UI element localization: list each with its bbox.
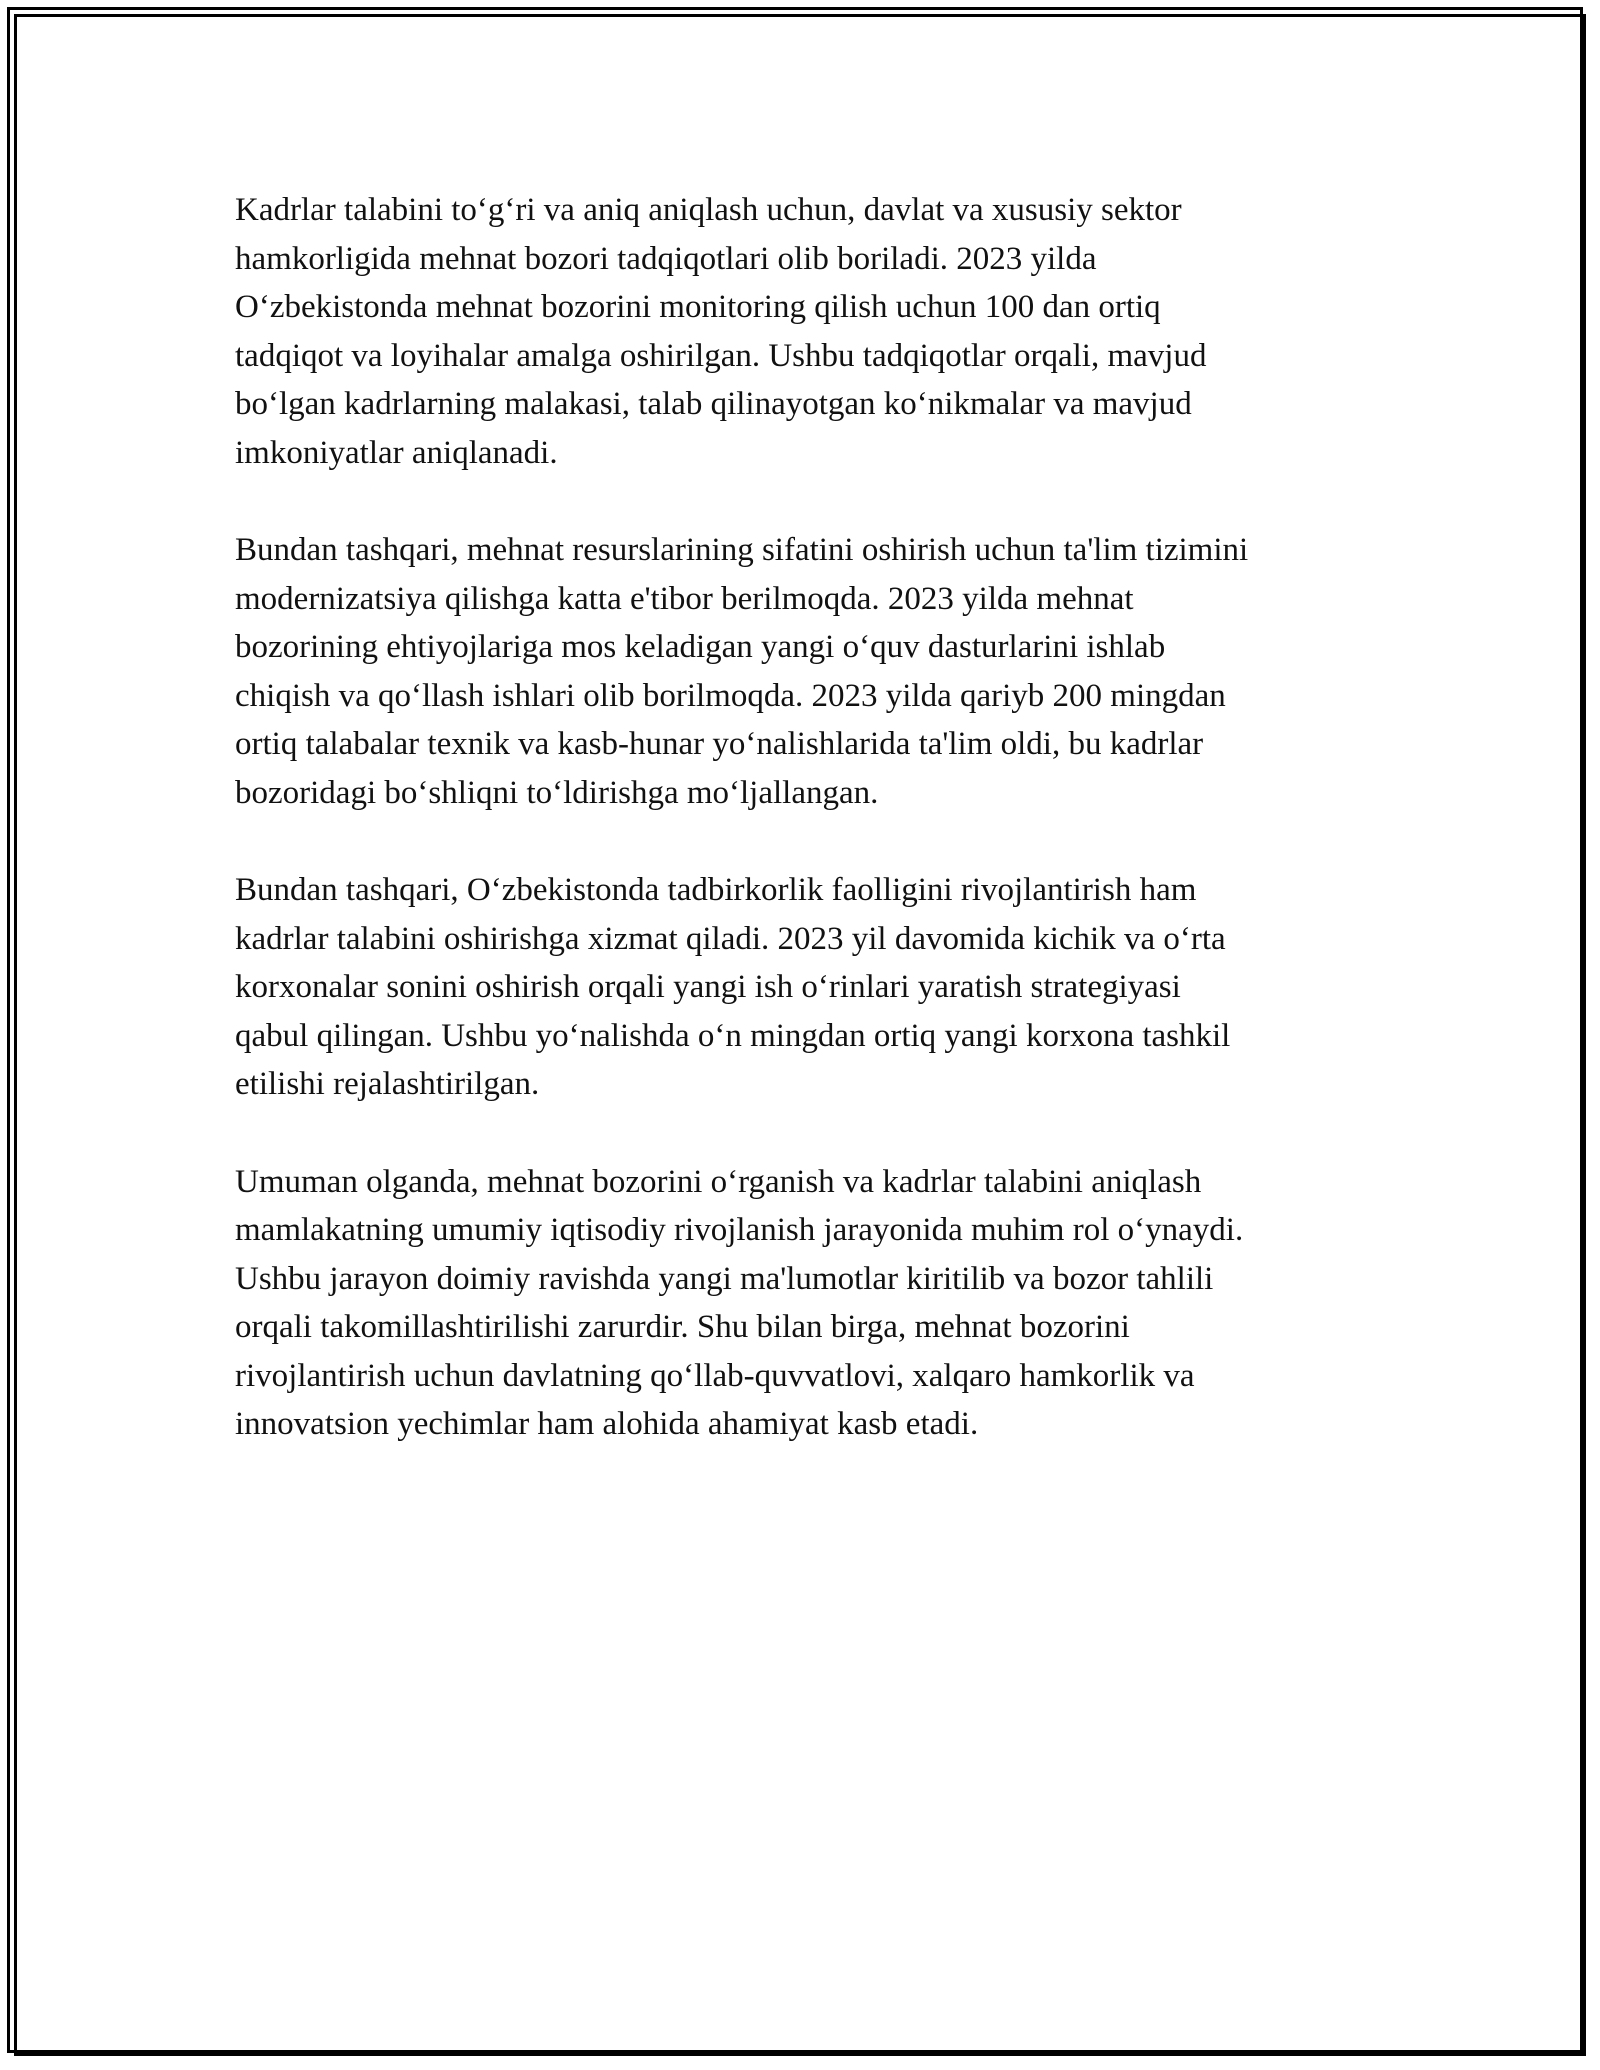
paragraph-1: Kadrlar talabini to‘g‘ri va aniq aniqlash uchun, davlat va xususiy sektor hamkorligida mehnat bozori tadqiqotlari olib boriladi. 2023 yilda O‘zbekistonda mehnat bozorini monitoring qilish uchun 100 dan ortiq tadqiqot va loyihalar amalga oshirilgan. Ushbu tadqiqotlar orqali, mavjud bo‘lgan kadrlarning malakasi, talab qilinayotgan ko‘nikmalar va mavjud imkoniyatlar aniqlanadi.: [235, 192, 1207, 471]
paragraph-2: Bundan tashqari, mehnat resurslarining sifatini oshirish uchun ta'lim tizimini modernizatsiya qilishga katta e'tibor berilmoqda. 2023 yilda mehnat bozorining ehtiyojlariga mos keladigan yangi o‘quv dasturlarini ishlab chiqish va qo‘llash ishlari olib borilmoqda. 2023 yilda qariyb 200 mingdan ortiq talabalar texnik va kasb-hunar yo‘nalishlarida ta'lim oldi, bu kadrlar bozoridagi bo‘shliqni to‘ldirishga mo‘ljallangan.: [235, 532, 1249, 811]
paragraph-4: Umuman olganda, mehnat bozorini o‘rganish va kadrlar talabini aniqlash mamlakatning umumiy iqtisodiy rivojlanish jarayonida muhim rol o‘ynaydi. Ushbu jarayon doimiy ravishda yangi ma'lumotlar kiritilib va bozor tahlili orqali takomillashtirilishi zarurdir. Shu bilan birga, mehnat bozorini rivojlantirish uchun davlatning qo‘llab-quvvatlovi, xalqaro hamkorlik va innovatsion yechimlar ham alohida ahamiyat kasb etadi.: [235, 1163, 1244, 1442]
document-body: [235, 186, 1385, 1498]
paragraph-3: Bundan tashqari, O‘zbekistonda tadbirkorlik faolligini rivojlantirish ham kadrlar talabini oshirishga xizmat qiladi. 2023 yil davomida kichik va o‘rta korxonalar sonini oshirish orqali yangi ish o‘rinlari yaratish strategiyasi qabul qilingan. Ushbu yo‘nalishda o‘n mingdan ortiq yangi korxona tashkil etilishi rejalashtirilgan.: [235, 872, 1231, 1102]
